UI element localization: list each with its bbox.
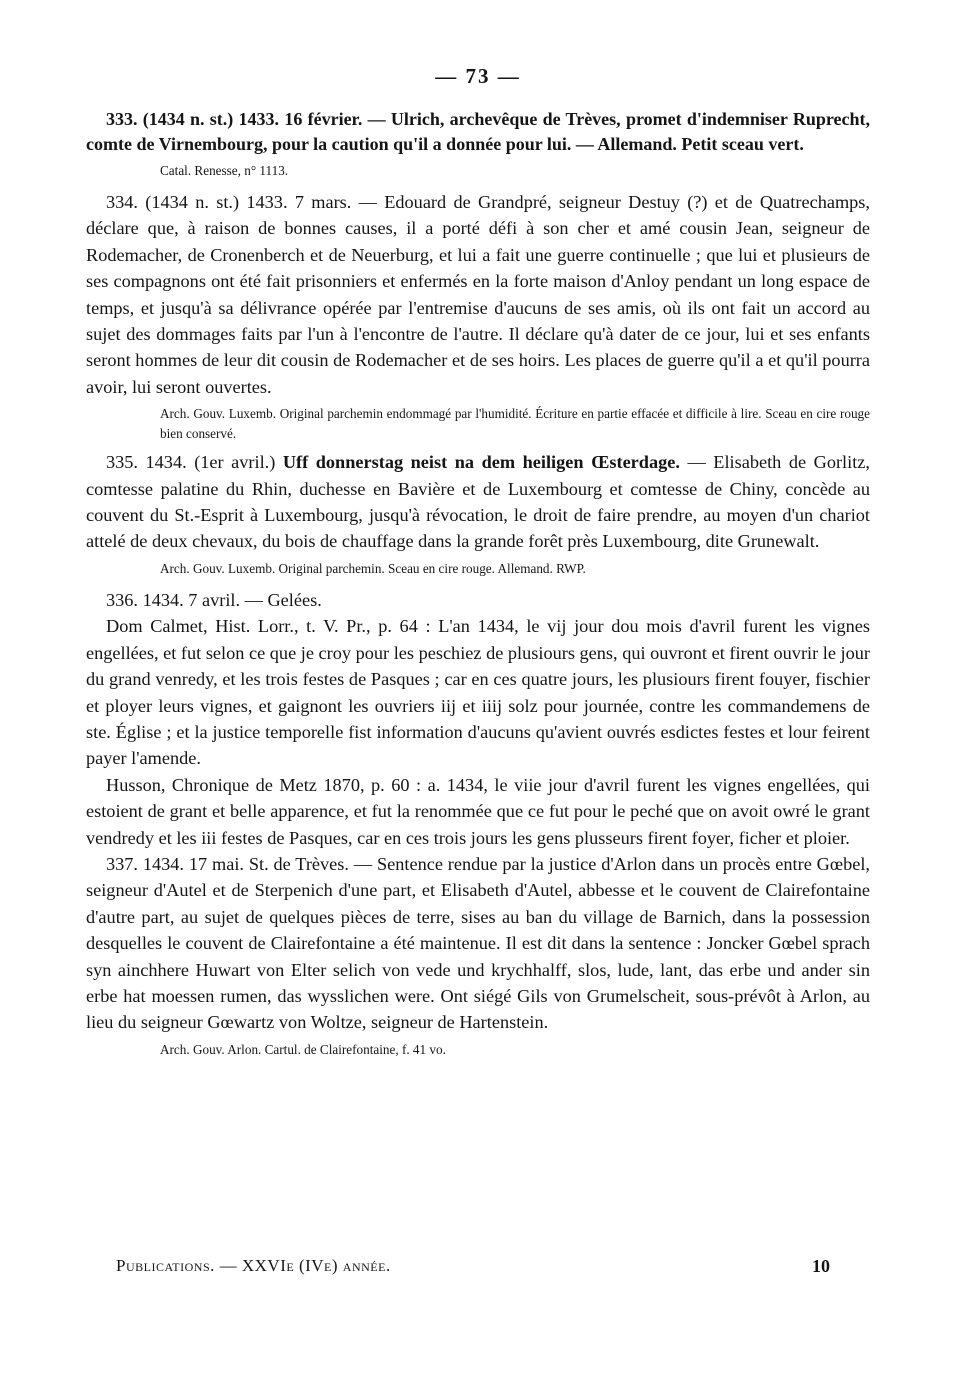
source-335: Arch. Gouv. Luxemb. Original parchemin. Sceau en cire rouge. Allemand. RWP.: [160, 560, 586, 576]
entry-337: 337. 1434. 17 mai. St. de Trèves. — Sentence rendue par la justice d'Arlon dans un procès entre Gœbel, seigneur d'Autel et de Sterpenich d'une part, et Elisabeth d'Autel, abbesse et le couvent de Clairefontaine d'autre part, au sujet de quelques pièces de terre, sises au ban du village de Barnich, dans la possession desquelles le couvent de Clairefontaine a été maintenue. Il est dit dans la sentence : Joncker Gœbel sprach syn ainchhere Huwart von Elter selich von vede und krychhalff, slos, lude, lant, das erbe und ander sin erbe hat moessen rumen, das wysslichen were. Ont siégé Gils von Grumelscheit, sous-prévôt à Arlon, au lieu du seigneur Gœwartz von Woltze, seigneur de Hartenstein.: [86, 853, 870, 1033]
source-333: Catal. Renesse, n° 1113.: [160, 163, 289, 178]
entry-335-prefix: 335. 1434. (1er avril.): [106, 452, 283, 473]
entry-334: 334. (1434 n. st.) 1433. 7 mars. — Edouard de Grandpré, seigneur Destuy (?) et de Quatrechamps, déclare que, à raison de bonnes causes, il a porté défi à son cher et amé cousin Jean, seigneur de Rodemacher, de Cronenberch et de Neuerburg, et lui a fait une guerre continuelle ; que lui et plusieurs de ses compagnons ont été fait prisonniers et enfermés en la forte maison d'Anloy pendant un long espace de temps, et jusqu'à sa délivrance opérée par l'entremise d'aucuns de ses amis, où ils ont fait un accord au sujet des dommages faits par l'un à l'encontre de l'autre. Il déclare qu'à dater de ce jour, lui et ses enfants seront hommes de leur dit cousin de Rodemacher et de ses hoirs. Les places de guerre qu'il a et qu'il pourra avoir, lui seront ouvertes.: [86, 192, 870, 397]
source-334: Arch. Gouv. Luxemb. Original parchemin endommagé par l'humidité. Écriture en partie effacée et difficile à lire. Sceau en cire rouge bien conservé.: [160, 406, 870, 442]
footer-publication: Publications. — XXVIe (IVe) année.: [116, 1256, 391, 1275]
entry-335-text: — Elisabeth de Gorlitz, comtesse palatine du Rhin, duchesse en Bavière et de Luxembourg et comtesse de Chiny, concède au couvent du St.-Esprit à Luxembourg, jusqu'à révocation, le droit de faire prendre, au moyen d'un chariot attelé de deux chevaux, du bois de chauffage dans la grande forêt près Luxembourg, dite Grunewalt.: [86, 452, 870, 552]
entry-335: [86, 449, 870, 555]
page-number: — 73 —: [435, 64, 521, 88]
source-337: Arch. Gouv. Arlon. Cartul. de Clairefontaine, f. 41 vo.: [160, 1041, 446, 1057]
entry-336-title: 336. 1434. 7 avril. — Gelées.: [106, 589, 322, 610]
page-footer: [116, 1256, 830, 1276]
document-page: [86, 64, 870, 1065]
entry-335-gothic-date: Uff donnerstag neist na dem heiligen Œsterdage.: [282, 452, 680, 473]
entry-333: 333. (1434 n. st.) 1433. 16 février. — Ulrich, archevêque de Trèves, promet d'indemniser Ruprecht, comte de Virnembourg, pour la caution qu'il a donnée pour lui. — Allemand. Petit sceau vert.: [86, 109, 870, 154]
footer-sheet-number: 10: [812, 1256, 830, 1276]
entry-336-quote-calmet: Dom Calmet, Hist. Lorr., t. V. Pr., p. 64 : L'an 1434, le vij jour dou mois d'avril furent les vignes engellées, et fut selon ce que je croy pour les peschiez de plusiours gens, qui ouvront et firent ouvrir le jour du grand venredy, et les trois festes de Pasques ; car en ces quatre jours, les plusiours firent fouyer, fischier et ployer leurs vignes, et gaignont les ouvriers iij et iiij solz pour journée, contre les commandemens de ste. Église ; et la justice temporelle fist information d'aucuns qu'avient ouvrés esdictes festes et lour feirent payer l'amende.: [86, 616, 870, 769]
entry-336-quote-husson: Husson, Chronique de Metz 1870, p. 60 : a. 1434, le viie jour d'avril furent les vignes engellées, qui estoient de grant et belle apparence, et fut la renommée que ce fut pour le peché que on avoit owré le grant vendredy et les iii festes de Pasques, car en ces trois jours les gens plusseurs firent foyer, ficher et ploier.: [86, 774, 870, 848]
